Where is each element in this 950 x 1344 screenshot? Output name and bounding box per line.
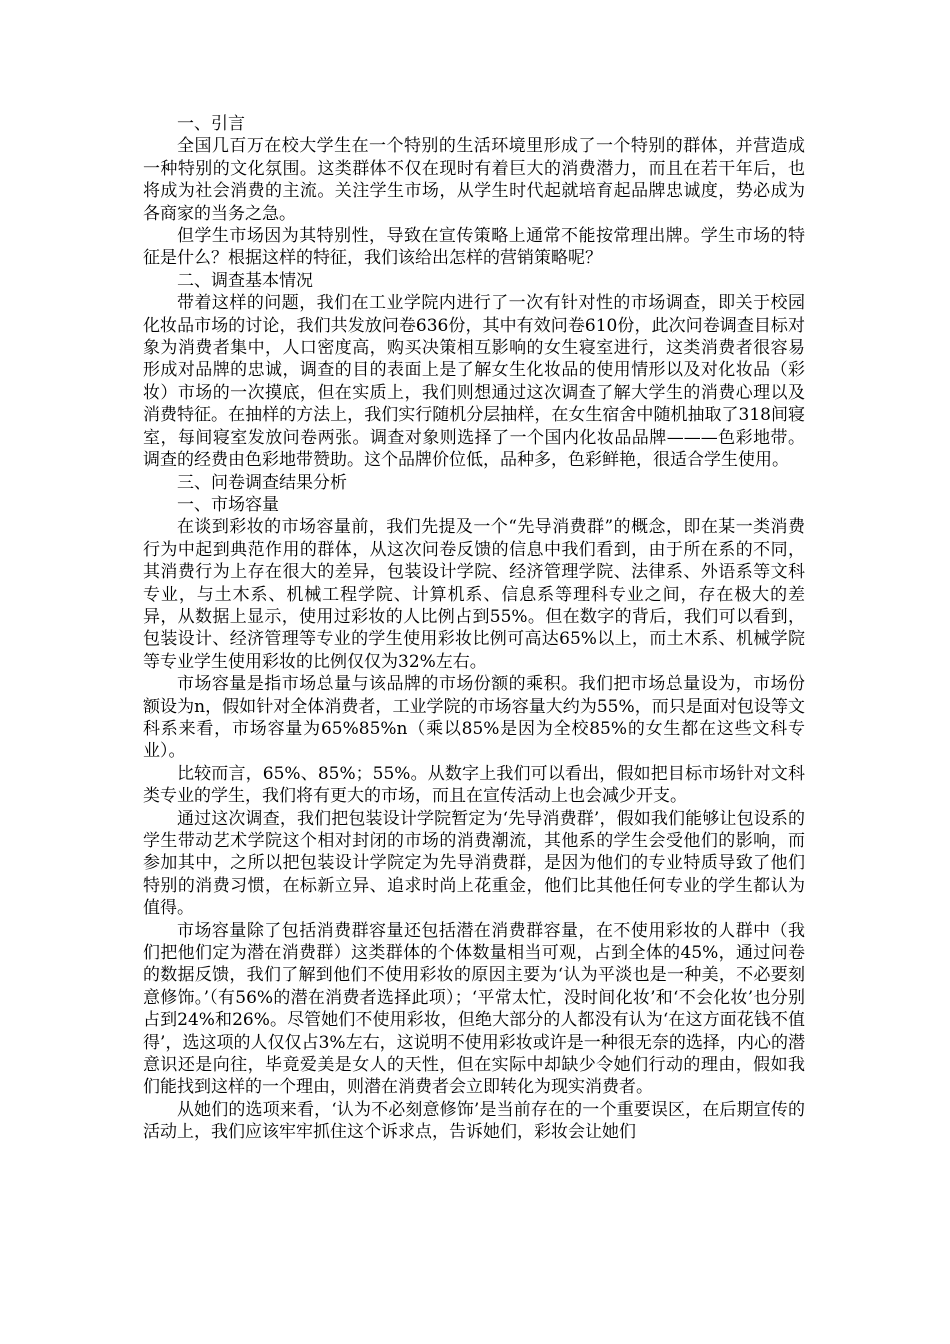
subsection-heading-market-capacity: 一、市场容量 bbox=[177, 494, 279, 515]
document-page bbox=[143, 113, 805, 1144]
paragraph: 全国几百万在校大学生在一个特别的生活环境里形成了一个特别的群体，并营造成一种特别的文化氛围。这类群体不仅在现时有着巨大的消费潜力，而且在若干年后，也将成为社会消费的主流。关注学生市场，从学生时代起就培育起品牌忠诚度，势必成为各商家的当务之急。 bbox=[143, 136, 805, 224]
paragraph: 但学生市场因为其特别性，导致在宣传策略上通常不能按常理出牌。学生市场的特征是什么？根据这样的特征，我们该给出怎样的营销策略呢？ bbox=[143, 226, 805, 269]
paragraph: 市场容量是指市场总量与该品牌的市场份额的乘积。我们把市场总量设为，市场份额设为n，假如针对全体消费者，工业学院的市场容量大约为55%，而只是面对包设等文科系来看，市场容量为65%85%n（乘以85%是因为全校85%的女生都在这些文科专业）。 bbox=[143, 674, 805, 762]
paragraph: 在谈到彩妆的市场容量前，我们先提及一个“先导消费群”的概念，即在某一类消费行为中起到典范作用的群体，从这次问卷反馈的信息中我们看到，由于所在系的不同，其消费行为上存在很大的差异，包装设计学院、经济管理学院、法律系、外语系等文科专业，与土木系、机械工程学院、计算机系、信息系等理科专业之间，存在极大的差异，从数据上显示，使用过彩妆的人比例占到55%。但在数字的背后，我们可以看到，包装设计、经济管理等专业的学生使用彩妆比例可高达65%以上，而土木系、机械学院等专业学生使用彩妆的比例仅仅为32%左右。 bbox=[143, 517, 805, 672]
paragraph: 比较而言，65%、85%；55%。从数字上我们可以看出，假如把目标市场针对文科类专业的学生，我们将有更大的市场，而且在宣传活动上也会减少开支。 bbox=[143, 763, 805, 807]
paragraph: 通过这次调查，我们把包装设计学院暂定为‘先导消费群’，假如我们能够让包设系的学生带动艺术学院这个相对封闭的市场的消费潮流，其他系的学生会受他们的影响，而参加其中，之所以把包装设计学院定为先导消费群，是因为他们的专业特质导致了他们特别的消费习惯，在标新立异、追求时尚上花重金，他们比其他任何专业的学生都认为值得。 bbox=[143, 808, 805, 919]
paragraph: 带着这样的问题，我们在工业学院内进行了一次有针对性的市场调查，即关于校园化妆品市场的讨论，我们共发放问卷636份，其中有效问卷610份，此次问卷调查目标对象为消费者集中，人口密度高，购买决策相互影响的女生寝室进行，这类消费者很容易形成对品牌的忠诚，调查的目的表面上是了解女生化妆品的使用情形以及对化妆品（彩妆）市场的一次摸底，但在实质上，我们则想通过这次调查了解大学生的消费心理以及消费特征。在抽样的方法上，我们实行随机分层抽样，在女生宿舍中随机抽取了318间寝室，每间寝室发放问卷两张。调查对象则选择了一个国内化妆品品牌———色彩地带。调查的经费由色彩地带赞助。这个品牌价位低，品种多，色彩鲜艳，很适合学生使用。 bbox=[143, 293, 805, 471]
paragraph: 市场容量除了包括消费群容量还包括潜在消费群容量，在不使用彩妆的人群中（我们把他们定为潜在消费群）这类群体的个体数量相当可观，占到全体的45%，通过问卷的数据反馈，我们了解到他们不使用彩妆的原因主要为‘认为平淡也是一种美，不必要刻意修饰。’（有56%的潜在消费者选择此项）；‘平常太忙，没时间化妆’和‘不会化妆’也分别占到24%和26%。尽管她们不使用彩妆，但绝大部分的人都没有认为‘在这方面花钱不值得’，选这项的人仅仅占3%左右，这说明不使用彩妆或许是一种很无奈的选择，内心的潜意识还是向往，毕竟爱美是女人的天性，但在实际中却缺少令她们行动的理由，假如我们能找到这样的一个理由，则潜在消费者会立即转化为现实消费者。 bbox=[143, 920, 805, 1098]
section-heading-introduction: 一、引言 bbox=[177, 114, 245, 134]
section-heading-results-analysis: 三、问卷调查结果分析 bbox=[177, 472, 347, 493]
section-heading-survey-overview: 二、调查基本情况 bbox=[177, 270, 313, 291]
paragraph: 从她们的选项来看，‘认为不必刻意修饰’是当前存在的一个重要误区，在后期宣传的活动上，我们应该牢牢抓住这个诉求点，告诉她们，彩妆会让她们 bbox=[143, 1099, 805, 1143]
